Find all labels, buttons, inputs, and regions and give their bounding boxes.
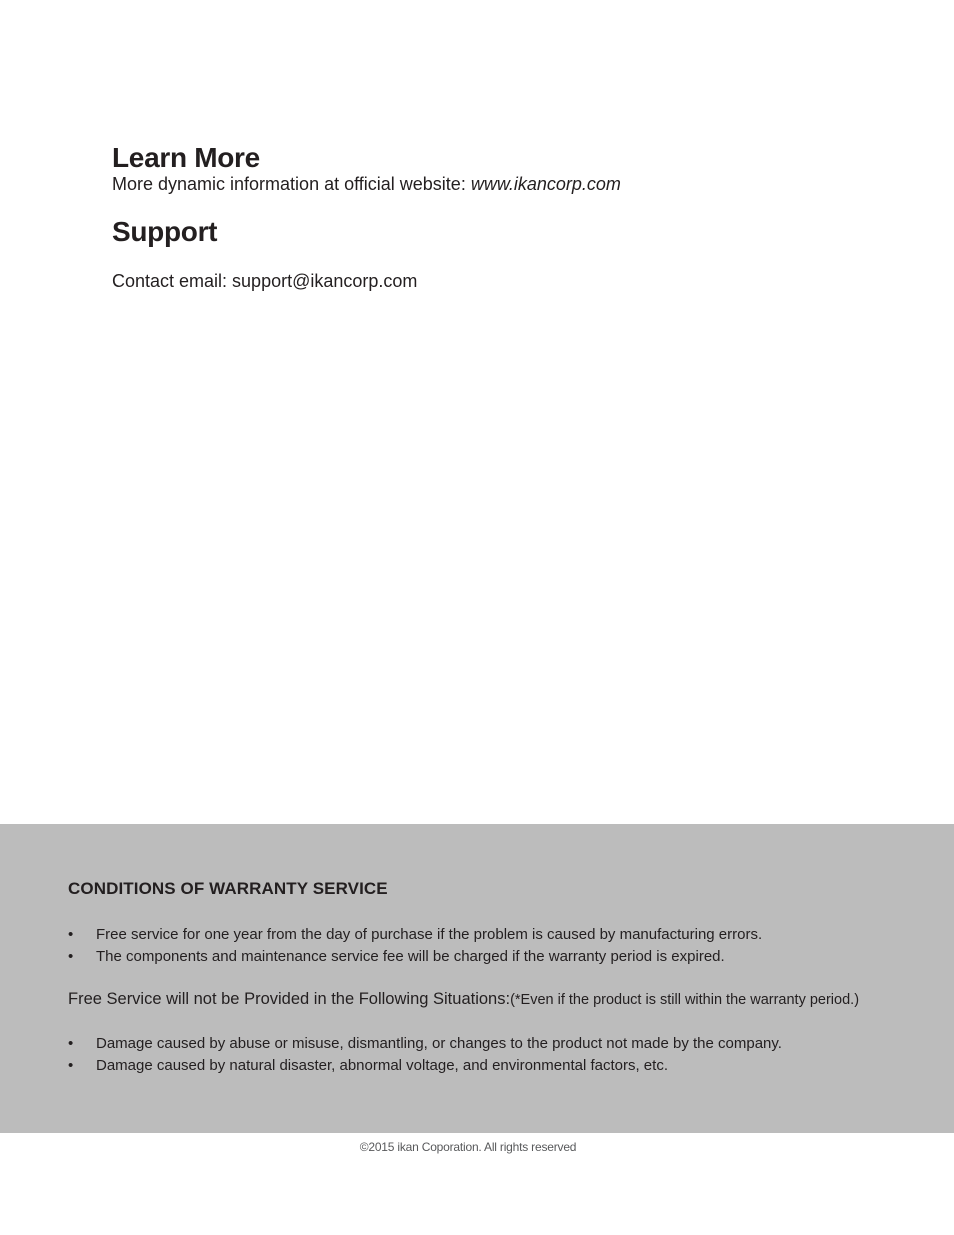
- list-item: [68, 1033, 782, 1055]
- list-item: [68, 946, 762, 968]
- list-item-text: Damage caused by abuse or misuse, dismantling, or changes to the product not made by the company.: [96, 1035, 782, 1052]
- warranty-title: CONDITIONS OF WARRANTY SERVICE: [68, 879, 388, 898]
- warranty-panel: [0, 824, 954, 1133]
- bullet-icon: •: [68, 926, 74, 943]
- learn-more-text: [112, 173, 621, 195]
- bullet-icon: •: [68, 1035, 74, 1052]
- learn-more-label: More dynamic information at official website:: [112, 174, 471, 194]
- situations-note: (*Even if the product is still within the warranty period.): [510, 992, 860, 1008]
- list-item-text: Damage caused by natural disaster, abnormal voltage, and environmental factors, etc.: [96, 1057, 668, 1074]
- list-item: [68, 924, 762, 946]
- learn-more-heading: Learn More: [112, 142, 260, 173]
- not-free-service-list: [68, 1033, 782, 1077]
- list-item-text: Free service for one year from the day of purchase if the problem is caused by manufacturing errors.: [96, 926, 763, 943]
- list-item-text: The components and maintenance service fee will be charged if the warranty period is expired.: [96, 948, 725, 965]
- situations-heading-text: Free Service will not be Provided in the Following Situations:: [68, 990, 511, 1008]
- bullet-icon: •: [68, 1057, 74, 1074]
- support-heading: Support: [112, 216, 218, 247]
- support-contact-email: Contact email: support@ikancorp.com: [112, 271, 418, 291]
- bullet-icon: •: [68, 948, 74, 965]
- copyright-notice: ©2015 ikan Coporation. All rights reserved: [359, 1140, 577, 1154]
- free-service-list: [68, 924, 762, 968]
- list-item: [68, 1055, 782, 1077]
- website-link[interactable]: www.ikancorp.com: [470, 174, 621, 194]
- situations-heading: [68, 988, 859, 1011]
